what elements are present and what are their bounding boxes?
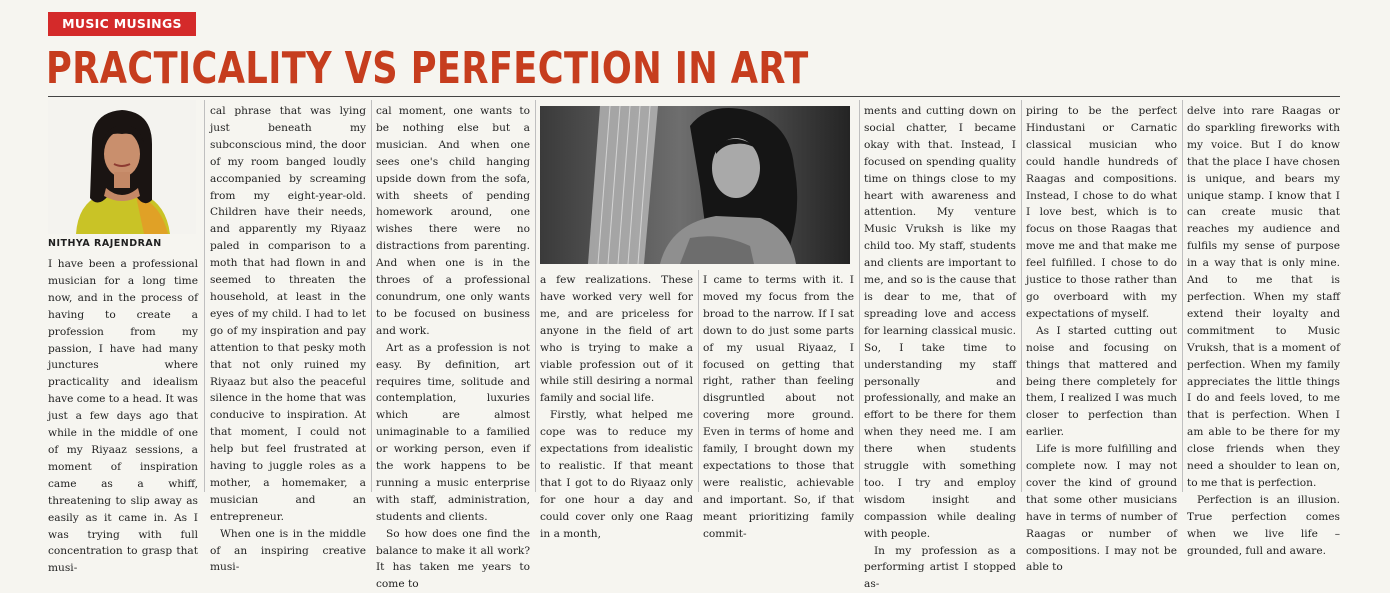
paragraph: cal moment, one wants to be nothing else but a musician. And when one sees one's child hanging upside down from the sofa, with sheets of pending homework around, one wishes there were no distractions from parenting. And when one is in the throes of a professional conundrum, one only wants to be focused on business and work. (376, 105, 530, 337)
paragraph: a few realizations. These have worked very well for me, and are priceless for anyone in the field of art who is trying to make a viable profession out of it while still desiring a normal family and social life. (540, 274, 693, 405)
paragraph: piring to be the perfect Hindustani or Carnatic classical musician who could handle hundreds of Raagas and compositions. Instead, I chose to do what I love best, which is to focus on those Raagas that move me and that make me feel fulfilled. I chose to do justice to those rather than go overboard with my expectations of myself. (1026, 105, 1177, 320)
article-column-5 (703, 272, 854, 543)
column-divider (535, 100, 536, 492)
column-divider (1021, 100, 1022, 492)
author-photo (48, 100, 196, 234)
paragraph: I came to terms with it. I moved my focus from the broad to the narrow. If I sat down to do just some parts of my usual Riyaaz, I focused on getting that right, rather than feeling disgruntled about not covering more ground. Even in terms of home and family, I brought down my expectations to those that were realistic, achievable and important. So, if that meant prioritizing family commit- (703, 274, 854, 540)
column-divider (698, 270, 699, 492)
paragraph: So how does one find the balance to make it all work? It has taken me years to come to (376, 527, 530, 591)
article-photo (540, 106, 850, 264)
column-divider (1182, 100, 1183, 492)
section-tag: MUSIC MUSINGS (48, 12, 196, 36)
author-byline: NITHYA RAJENDRAN (48, 238, 162, 249)
paragraph: I have been a professional musician for a long time now, and in the process of having to create a profession from my passion, I have had many junctures where practicality and idealism have come to a head. It was just a few days ago that while in the middle of one of my Riyaaz sessions, a moment of inspiration came as a whiff, threatening to slip away as easily as it came in. As I was trying with full concentration to grasp that musi- (48, 258, 198, 575)
headline: PRACTICALITY VS PERFECTION IN ART (46, 43, 809, 94)
paragraph: ments and cutting down on social chatter, I became okay with that. Instead, I focused on spending quality time on things close to my heart with awareness and attention. My venture Music Vruksh is like my child too. My staff, students and clients are important to me, and so is the cause that is dear to me, that of spreading love and access for learning classical music. So, I take time to understanding my staff personally and professionally, and make an effort to be there for them when they need me. I am there when students struggle with something too. I try and employ wisdom insight and compassion while dealing with people. (864, 105, 1016, 540)
article-column-3 (376, 103, 530, 593)
article-column-8 (1187, 103, 1340, 559)
article-column-1 (48, 256, 198, 577)
paragraph: As I started cutting out noise and focusing on things that mattered and being there completely for them, I realized I was much closer to perfection than earlier. (1026, 324, 1177, 439)
article-column-4 (540, 272, 693, 543)
paragraph: When one is in the middle of an inspiring creative musi- (210, 527, 366, 574)
paragraph: Art as a profession is not easy. By definition, art requires time, solitude and contemplation, luxuries which are almost unimaginable to a familied or working person, even if the work happens to be running a music enterprise with staff, administration, students and clients. (376, 341, 530, 523)
column-divider (859, 100, 860, 492)
paragraph: cal phrase that was lying just beneath my subconscious mind, the door of my room banged loudly accompanied by screaming from my eight-year-old. Children have their needs, and apparently my Riyaaz paled in comparison to a moth that had flown in and seemed to threaten the household, at least in the eyes of my child. I had to let go of my inspiration and pay attention to that pesky moth that not only ruined my Riyaaz but also the peaceful silence in the home that was conducive to inspiration. At that moment, I could not help but feel frustrated at having to juggle roles as a mother, a homemaker, a musician and an entrepreneur. (210, 105, 366, 523)
article-column-7 (1026, 103, 1177, 576)
paragraph: Perfection is an illusion. True perfection comes when we live life – grounded, full and aware. (1187, 493, 1340, 557)
article-column-6 (864, 103, 1016, 593)
column-divider (204, 100, 205, 492)
paragraph: Life is more fulfilling and complete now. I may not cover the kind of ground that some other musicians have in terms of number of Raagas or number of compositions. I may not be able to (1026, 443, 1177, 574)
headline-rule (48, 96, 1340, 97)
paragraph: Firstly, what helped me cope was to reduce my expectations from idealistic to realistic. If that meant that I got to do Riyaaz only for one hour a day and could cover only one Raag in a month, (540, 409, 693, 540)
article-column-2 (210, 103, 366, 576)
paragraph: delve into rare Raagas or do sparkling fireworks with my voice. But I do know that the place I have chosen is unique, and bears my unique stamp. I know that I can create music that reaches my audience and fulfils my sense of purpose in a way that is only mine. And to me that is perfection. When my staff extend their loyalty and commitment to Music Vruksh, that is a moment of perfection. When my family appreciates the little things I do and feels loved, to me that is perfection. When I am able to be there for my close friends when they need a shoulder to lean on, to me that is perfection. (1187, 105, 1340, 489)
column-divider (371, 100, 372, 492)
paragraph: In my profession as a performing artist I stopped as- (864, 544, 1016, 591)
